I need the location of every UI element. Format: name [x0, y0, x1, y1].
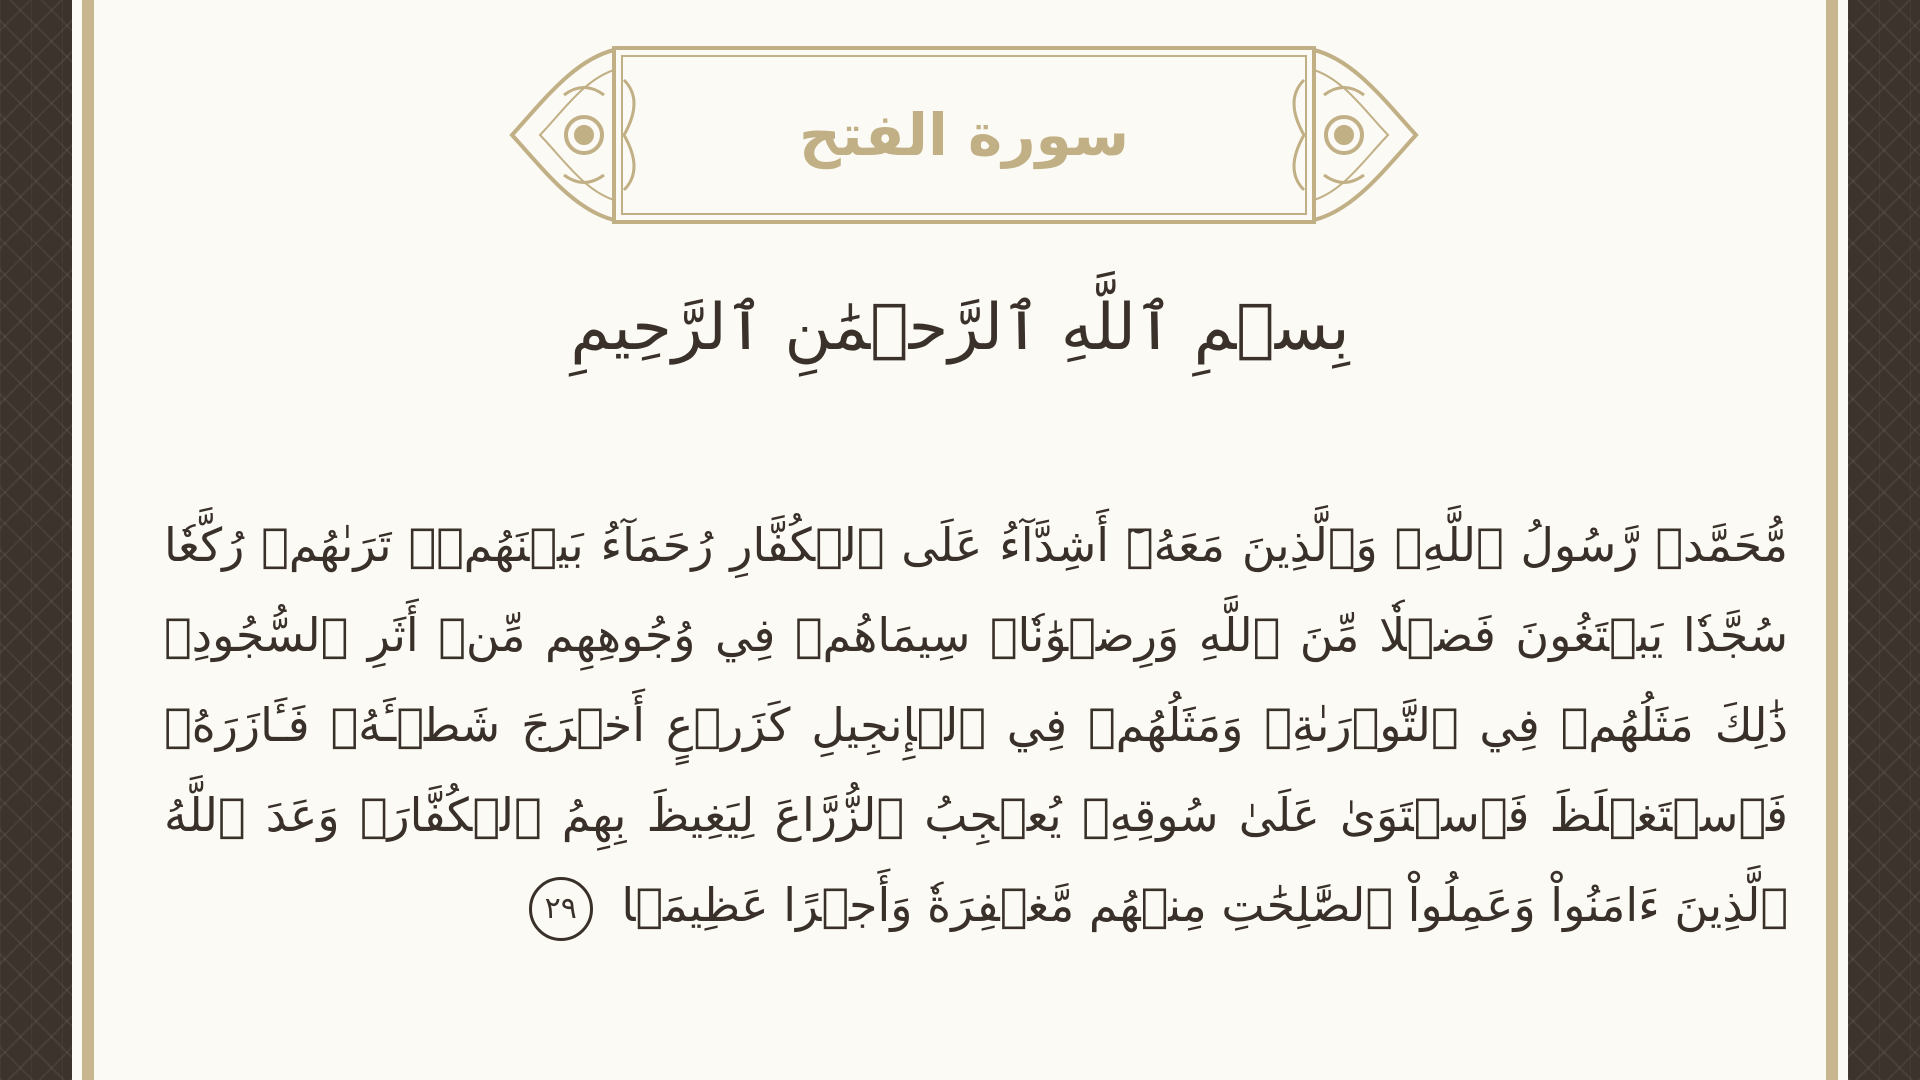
mushaf-page: [72, 0, 1848, 1080]
surah-header-frame: [504, 40, 1424, 230]
right-ornamental-border: [1848, 0, 1920, 1080]
verse-text-block: [164, 500, 1788, 950]
left-ornamental-border: [0, 0, 72, 1080]
verse-text: مُّحَمَّدٞ رَّسُولُ ٱللَّهِۚ وَٱلَّذِينَ مَعَهُۥٓ أَشِدَّآءُ عَلَى ٱلۡكُفَّارِ رُحَمَآءُ بَيۡنَهُمۡۖ تَرَىٰهُمۡ رُكَّعٗا سُجَّدٗا يَبۡتَغُونَ فَضۡلٗا مِّنَ ٱللَّهِ وَرِضۡوَٰنٗاۖ سِيمَاهُمۡ فِي وُجُوهِهِم مِّنۡ أَثَرِ ٱلسُّجُودِۚ ذَٰلِكَ مَثَلُهُمۡ فِي ٱلتَّوۡرَىٰةِۚ وَمَثَلُهُمۡ فِي ٱلۡإِنجِيلِ كَزَرۡعٍ أَخۡرَجَ شَطۡـَٔهُۥ فَـَٔازَرَهُۥ فَٱسۡتَغۡلَظَ فَٱسۡتَوَىٰ عَلَىٰ سُوقِهِۦ يُعۡجِبُ ٱلزُّرَّاعَ لِيَغِيظَ بِهِمُ ٱلۡكُفَّارَۗ وَعَدَ ٱللَّهُ ٱلَّذِينَ ءَامَنُواْ وَعَمِلُواْ ٱلصَّٰلِحَٰتِ مِنۡهُم مَّغۡفِرَةٗ وَأَجۡرًا عَظِيمَۢا: [164, 518, 1788, 932]
ayah-number-marker: ٢٩: [529, 877, 593, 941]
right-gold-rule: [1826, 0, 1838, 1080]
left-gold-rule: [82, 0, 94, 1080]
surah-title: سورة الفتح: [798, 101, 1130, 169]
basmala: بِسۡمِ ٱللَّهِ ٱلرَّحۡمَٰنِ ٱلرَّحِيمِ: [570, 291, 1350, 365]
